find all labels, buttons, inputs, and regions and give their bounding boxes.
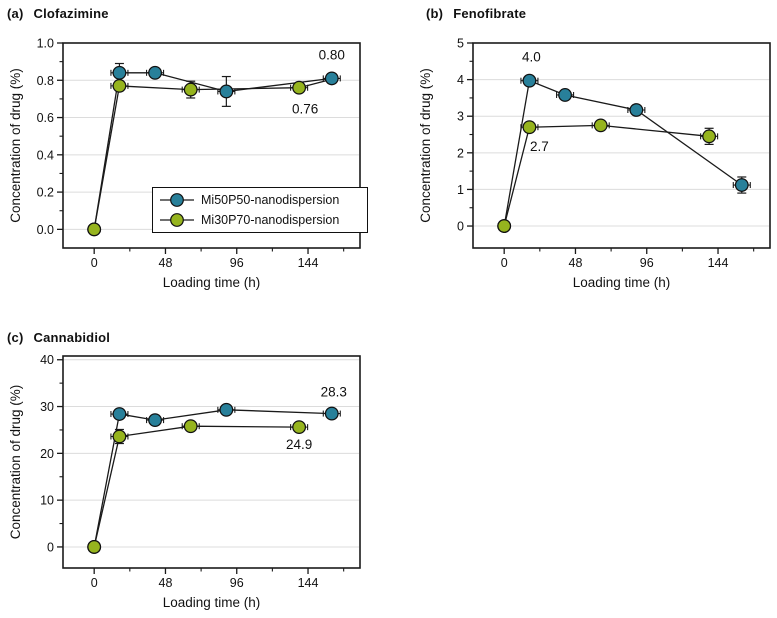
y-tick-label: 30 (40, 400, 54, 415)
y-axis-title: Concentration of drug (%) (8, 68, 23, 223)
legend (152, 187, 368, 233)
y-tick-label: 0.4 (36, 148, 54, 163)
data-point-mi30p70 (88, 223, 101, 236)
chart-a-title (7, 6, 109, 21)
chart-c-svg (0, 310, 390, 618)
legend-item-mi50p50 (158, 190, 362, 210)
chart-clofazimine (0, 0, 390, 305)
chart-c-title (7, 330, 110, 345)
x-tick-label: 144 (297, 576, 319, 590)
x-tick-label: 48 (158, 256, 173, 270)
data-point-mi50p50 (149, 67, 162, 80)
x-axis-title: Loading time (h) (572, 275, 671, 290)
data-point-mi30p70 (703, 130, 716, 143)
data-point-mi30p70 (498, 220, 511, 233)
y-tick-label: 0 (457, 219, 464, 234)
y-tick-label: 40 (40, 353, 54, 368)
chart-b-title (426, 6, 526, 21)
x-tick-label: 144 (297, 256, 319, 270)
y-tick-label: 0.0 (36, 222, 54, 237)
data-point-mi50p50 (220, 85, 233, 98)
legend-marker-mi30p70-icon (158, 212, 196, 228)
legend-marker-mi50p50-icon (158, 192, 196, 208)
y-tick-label: 0.6 (36, 111, 54, 126)
data-point-mi50p50 (630, 104, 643, 117)
data-point-mi30p70 (293, 81, 306, 94)
value-annotation: 0.76 (291, 101, 319, 117)
chart-b-plot-area (390, 0, 777, 305)
x-tick-label: 96 (639, 256, 654, 270)
panel-label-a: (a) (7, 6, 24, 21)
x-tick-label: 0 (500, 256, 508, 270)
x-tick-label: 96 (229, 576, 244, 590)
x-tick-label: 48 (158, 576, 173, 590)
data-point-mi50p50 (113, 408, 126, 421)
y-tick-label: 0 (47, 540, 54, 555)
x-tick-label: 96 (229, 256, 244, 270)
data-point-mi30p70 (594, 119, 607, 132)
value-annotation: 4.0 (522, 49, 541, 65)
chart-a-plot-area (0, 0, 390, 305)
legend-label-mi30p70: Mi30P70-nanodispersion (201, 213, 340, 227)
y-axis-title: Concentration of drug (%) (8, 384, 23, 540)
data-point-mi30p70 (113, 80, 126, 93)
chart-a-svg (0, 0, 390, 305)
y-tick-label: 1.0 (36, 36, 54, 51)
x-axis-title: Loading time (h) (162, 275, 261, 290)
plot-frame (63, 356, 360, 568)
chart-b-drug-name: Fenofibrate (453, 6, 527, 21)
data-point-mi30p70 (113, 430, 126, 443)
y-tick-label: 3 (457, 109, 464, 124)
y-tick-label: 5 (457, 36, 464, 51)
value-annotation: 28.3 (320, 384, 347, 400)
legend-item-mi30p70 (158, 210, 362, 230)
chart-c-plot-area (0, 310, 390, 618)
data-point-mi50p50 (113, 67, 126, 80)
data-point-mi30p70 (293, 421, 306, 434)
x-tick-label: 48 (568, 256, 583, 270)
data-point-mi50p50 (325, 72, 338, 85)
data-point-mi30p70 (523, 121, 536, 134)
data-point-mi30p70 (184, 420, 197, 433)
value-annotation: 24.9 (285, 437, 313, 453)
x-tick-label: 144 (707, 256, 729, 270)
chart-cannabidiol (0, 310, 390, 618)
legend-label-mi50p50: Mi50P50-nanodispersion (201, 193, 340, 207)
y-axis-title: Concentration of drug (%) (418, 68, 433, 223)
series-line-mi30p70 (94, 426, 299, 547)
y-tick-label: 20 (40, 446, 54, 461)
panel-label-c: (c) (7, 330, 24, 345)
data-point-mi50p50 (220, 404, 233, 417)
chart-b-svg (390, 0, 777, 305)
chart-a-drug-name: Clofazimine (33, 6, 109, 21)
chart-fenofibrate (390, 0, 777, 305)
data-point-mi50p50 (325, 407, 338, 420)
y-tick-label: 0.2 (36, 185, 54, 200)
x-tick-label: 0 (90, 256, 98, 270)
data-point-mi50p50 (559, 89, 572, 102)
y-tick-label: 1 (457, 182, 464, 197)
y-tick-label: 0.8 (36, 73, 54, 88)
y-tick-label: 10 (40, 493, 54, 508)
data-point-mi50p50 (149, 414, 162, 427)
y-tick-label: 4 (457, 73, 464, 88)
chart-c-drug-name: Cannabidiol (33, 330, 111, 345)
panel-label-b: (b) (426, 6, 444, 21)
value-annotation: 0.80 (318, 47, 345, 63)
x-axis-title: Loading time (h) (162, 595, 261, 610)
x-tick-label: 0 (90, 576, 98, 590)
data-point-mi50p50 (735, 179, 748, 192)
value-annotation: 2.7 (530, 139, 549, 155)
data-point-mi50p50 (523, 74, 536, 87)
data-point-mi30p70 (88, 541, 101, 554)
data-point-mi30p70 (184, 83, 197, 96)
y-tick-label: 2 (457, 146, 464, 161)
